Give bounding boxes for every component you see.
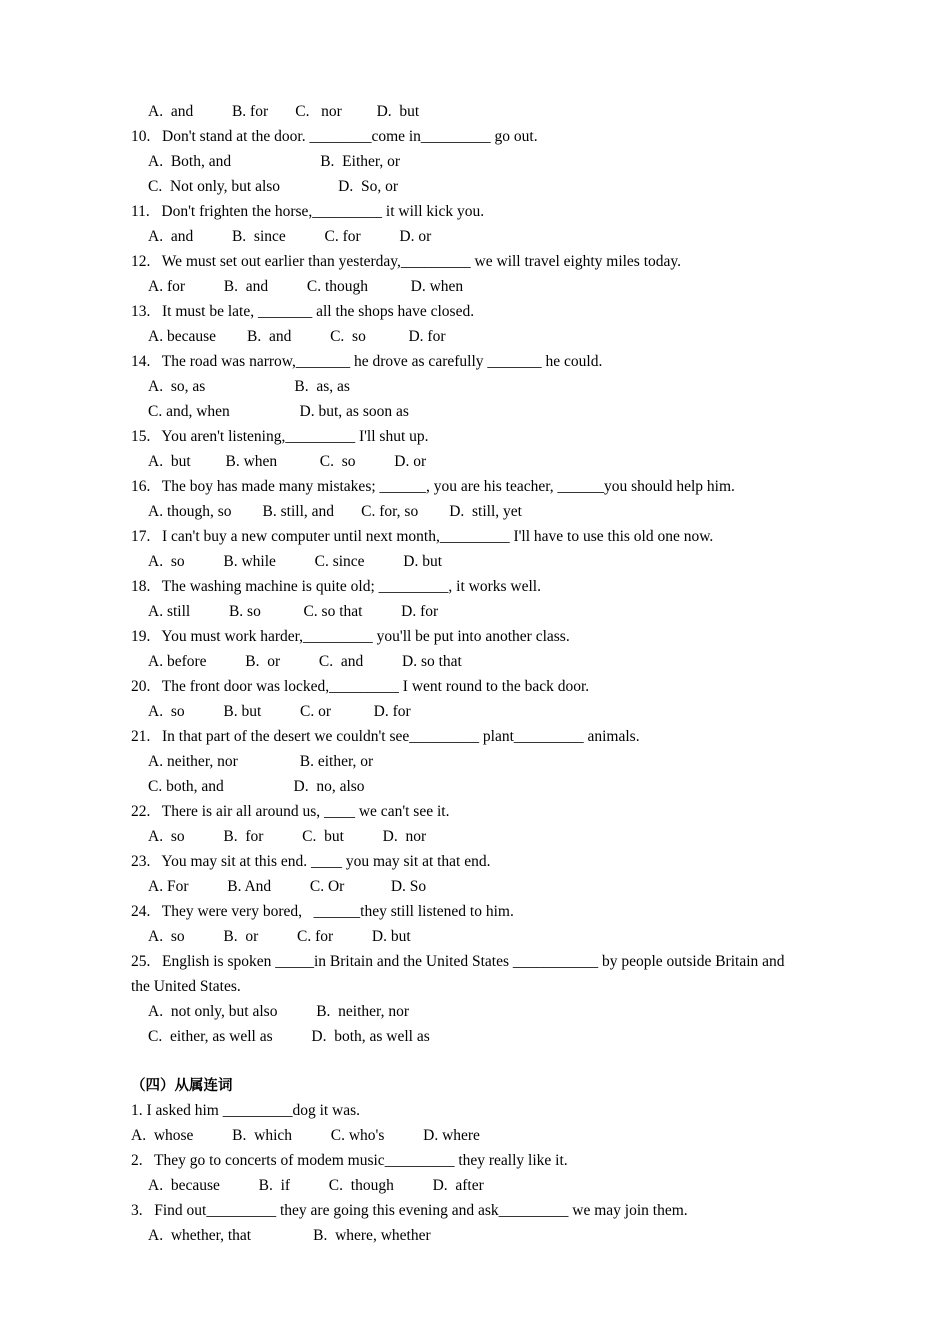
s4-q3-question: 3. Find out_________ they are going this evening and ask_________ we may join them. xyxy=(131,1202,688,1219)
q10-options-ab: A. Both, and B. Either, or xyxy=(148,153,401,170)
q25-question: 25. English is spoken _____in Britain and the United States ___________ by people outside Britain and xyxy=(131,953,785,970)
q23-options: A. For B. And C. Or D. So xyxy=(148,878,427,895)
q25-options-ab: A. not only, but also B. neither, nor xyxy=(148,1003,409,1020)
q12-question: 12. We must set out earlier than yesterday,_________ we will travel eighty miles today. xyxy=(131,253,682,270)
q16-options: A. though, so B. still, and C. for, so D. still, yet xyxy=(148,503,522,520)
s4-q1-options: A. whose B. which C. who's D. where xyxy=(131,1127,480,1144)
section-heading: （四）从属连词 xyxy=(131,1078,233,1094)
s4-q3-options: A. whether, that B. where, whether xyxy=(148,1227,431,1244)
q22-options: A. so B. for C. but D. nor xyxy=(148,828,427,845)
q24-question: 24. They were very bored, ______they still listened to him. xyxy=(131,903,514,920)
q18-question: 18. The washing machine is quite old; _________, it works well. xyxy=(131,578,541,595)
q13-question: 13. It must be late, _______ all the shops have closed. xyxy=(131,303,475,320)
q23-question: 23. You may sit at this end. ____ you may sit at that end. xyxy=(131,853,491,870)
q25-question-cont: the United States. xyxy=(131,978,241,995)
q17-question: 17. I can't buy a new computer until next month,_________ I'll have to use this old one now. xyxy=(131,528,714,545)
q21-question: 21. In that part of the desert we couldn't see_________ plant_________ animals. xyxy=(131,728,640,745)
q18-options: A. still B. so C. so that D. for xyxy=(148,603,439,620)
q15-options: A. but B. when C. so D. or xyxy=(148,453,427,470)
q24-options: A. so B. or C. for D. but xyxy=(148,928,411,945)
q15-question: 15. You aren't listening,_________ I'll shut up. xyxy=(131,428,429,445)
q13-options: A. because B. and C. so D. for xyxy=(148,328,446,345)
s4-q1-question: 1. I asked him _________dog it was. xyxy=(131,1102,361,1119)
q20-options: A. so B. but C. or D. for xyxy=(148,703,411,720)
q14-options-ab: A. so, as B. as, as xyxy=(148,378,350,395)
q21-options-cd: C. both, and D. no, also xyxy=(148,778,365,795)
q14-options-cd: C. and, when D. but, as soon as xyxy=(148,403,409,420)
q11-question: 11. Don't frighten the horse,_________ it will kick you. xyxy=(131,203,485,220)
q10-options-cd: C. Not only, but also D. So, or xyxy=(148,178,399,195)
q14-question: 14. The road was narrow,_______ he drove as carefully _______ he could. xyxy=(131,353,603,370)
q21-options-ab: A. neither, nor B. either, or xyxy=(148,753,374,770)
q25-options-cd: C. either, as well as D. both, as well as xyxy=(148,1028,430,1045)
q10-question: 10. Don't stand at the door. ________come in_________ go out. xyxy=(131,128,538,145)
q9-options: A. and B. for C. nor D. but xyxy=(148,103,420,120)
q19-question: 19. You must work harder,_________ you'll be put into another class. xyxy=(131,628,570,645)
q19-options: A. before B. or C. and D. so that xyxy=(148,653,462,670)
q12-options: A. for B. and C. though D. when xyxy=(148,278,464,295)
q11-options: A. and B. since C. for D. or xyxy=(148,228,432,245)
q20-question: 20. The front door was locked,_________ I went round to the back door. xyxy=(131,678,590,695)
q17-options: A. so B. while C. since D. but xyxy=(148,553,443,570)
s4-q2-options: A. because B. if C. though D. after xyxy=(148,1177,484,1194)
q16-question: 16. The boy has made many mistakes; ______, you are his teacher, ______you should help him. xyxy=(131,478,735,495)
s4-q2-question: 2. They go to concerts of modem music_________ they really like it. xyxy=(131,1152,568,1169)
q22-question: 22. There is air all around us, ____ we can't see it. xyxy=(131,803,450,820)
